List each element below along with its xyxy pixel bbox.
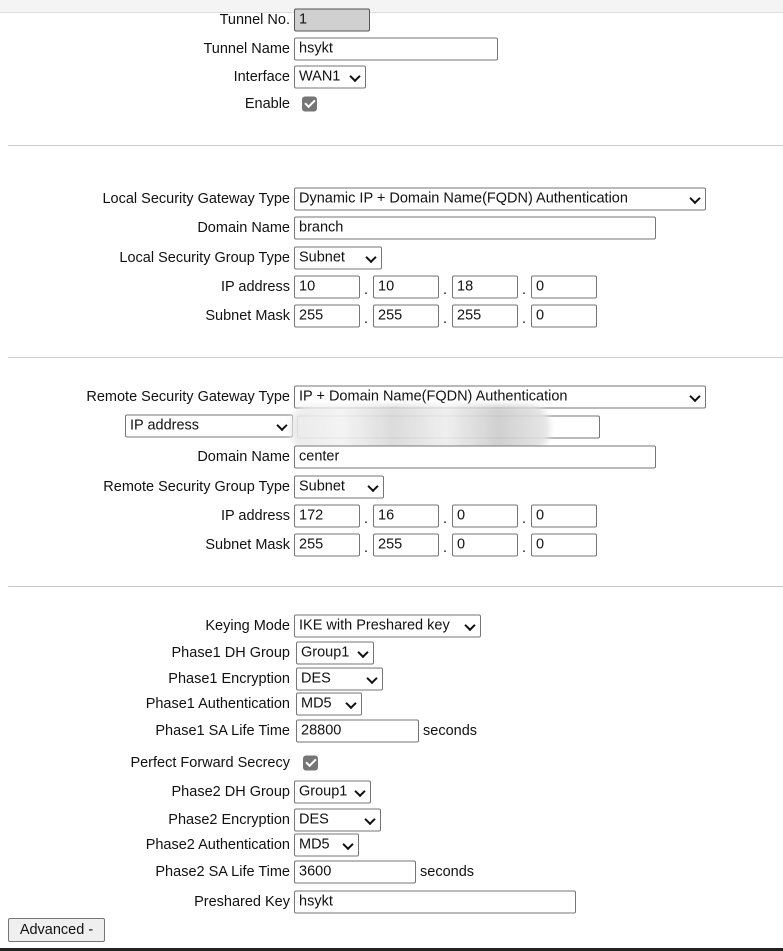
phase1-sa-input[interactable]: 28800 [296,720,419,743]
advanced-button[interactable]: Advanced - [8,918,105,942]
remote-ip-octet-4[interactable]: 0 [531,505,597,528]
dot: . [522,540,527,556]
dot: . [364,311,369,327]
tunnel-name-input[interactable]: hsykt [294,38,498,61]
remote-group-type-label: Remote Security Group Type [103,479,290,495]
local-gw-type-label: Local Security Gateway Type [102,191,290,207]
redaction-blur [290,405,550,451]
local-mask-label: Subnet Mask [205,308,290,324]
phase1-enc-label: Phase1 Encryption [168,671,290,687]
dot: . [443,282,448,298]
remote-ip-octet-3[interactable]: 0 [452,505,518,528]
dot: . [522,311,527,327]
dot: . [522,282,527,298]
phase2-sa-input[interactable]: 3600 [294,861,416,884]
dot: . [364,282,369,298]
dot: . [443,511,448,527]
remote-ip-octet-1[interactable]: 172 [294,505,360,528]
divider [8,586,783,587]
phase1-auth-label: Phase1 Authentication [145,696,290,712]
dot: . [443,540,448,556]
remote-mask-octet-2[interactable]: 255 [373,534,439,557]
preshared-key-label: Preshared Key [194,894,290,910]
local-group-type-label: Local Security Group Type [119,250,290,266]
local-domain-input[interactable]: branch [294,217,656,240]
local-ip-label: IP address [220,279,290,295]
local-gw-type-select[interactable]: Dynamic IP + Domain Name(FQDN) Authentication [294,188,706,211]
tunnel-name-label: Tunnel Name [203,41,290,57]
local-ip-octet-2[interactable]: 10 [373,276,439,299]
phase2-enc-label: Phase2 Encryption [168,812,290,828]
remote-ip-label: IP address [220,508,290,524]
dot: . [364,540,369,556]
phase2-sa-unit: seconds [420,864,475,880]
remote-group-type-select[interactable]: Subnet [294,476,384,499]
pfs-checkbox[interactable] [303,756,318,771]
remote-mask-octet-4[interactable]: 0 [531,534,597,557]
phase1-sa-label: Phase1 SA Life Time [155,723,290,739]
phase2-auth-label: Phase2 Authentication [145,837,290,853]
phase1-sa-unit: seconds [423,723,478,739]
preshared-key-input[interactable]: hsykt [294,891,576,914]
dot: . [522,511,527,527]
pfs-label: Perfect Forward Secrecy [130,755,290,771]
phase1-dh-select[interactable]: Group1 [296,642,374,665]
divider [8,145,783,146]
local-group-type-select[interactable]: Subnet [294,247,382,270]
phase2-dh-select[interactable]: Group1 [294,781,371,804]
local-mask-octet-3[interactable]: 255 [452,305,518,328]
top-bar [0,0,783,13]
phase2-auth-select[interactable]: MD5 [294,834,359,857]
remote-addr-type-select[interactable]: IP address [125,415,293,438]
remote-ip-octet-2[interactable]: 16 [373,505,439,528]
remote-mask-octet-1[interactable]: 255 [294,534,360,557]
remote-mask-label: Subnet Mask [205,537,290,553]
remote-gw-type-select[interactable]: IP + Domain Name(FQDN) Authentication [294,386,706,409]
local-ip-octet-3[interactable]: 18 [452,276,518,299]
keying-mode-label: Keying Mode [205,618,290,634]
enable-checkbox[interactable] [302,97,317,112]
phase1-dh-label: Phase1 DH Group [171,645,290,661]
dot: . [364,511,369,527]
keying-mode-select[interactable]: IKE with Preshared key [294,615,481,638]
dot: . [443,311,448,327]
remote-domain-label: Domain Name [197,449,290,465]
tunnel-no-label: Tunnel No. [219,12,290,28]
phase2-dh-label: Phase2 DH Group [171,784,290,800]
remote-mask-octet-3[interactable]: 0 [452,534,518,557]
local-mask-octet-2[interactable]: 255 [373,305,439,328]
remote-domain-input[interactable]: center [294,446,656,469]
local-domain-label: Domain Name [197,220,290,236]
phase1-auth-select[interactable]: MD5 [296,693,362,716]
interface-label: Interface [233,69,290,85]
remote-gw-type-label: Remote Security Gateway Type [86,389,290,405]
enable-label: Enable [244,96,290,112]
local-mask-octet-1[interactable]: 255 [294,305,360,328]
tunnel-no-field: 1 [294,9,370,32]
local-ip-octet-4[interactable]: 0 [531,276,597,299]
phase2-sa-label: Phase2 SA Life Time [155,864,290,880]
local-ip-octet-1[interactable]: 10 [294,276,360,299]
phase2-enc-select[interactable]: DES [294,809,381,832]
interface-select[interactable]: WAN1 [294,66,366,89]
phase1-enc-select[interactable]: DES [296,668,383,691]
divider [8,357,783,358]
local-mask-octet-4[interactable]: 0 [531,305,597,328]
